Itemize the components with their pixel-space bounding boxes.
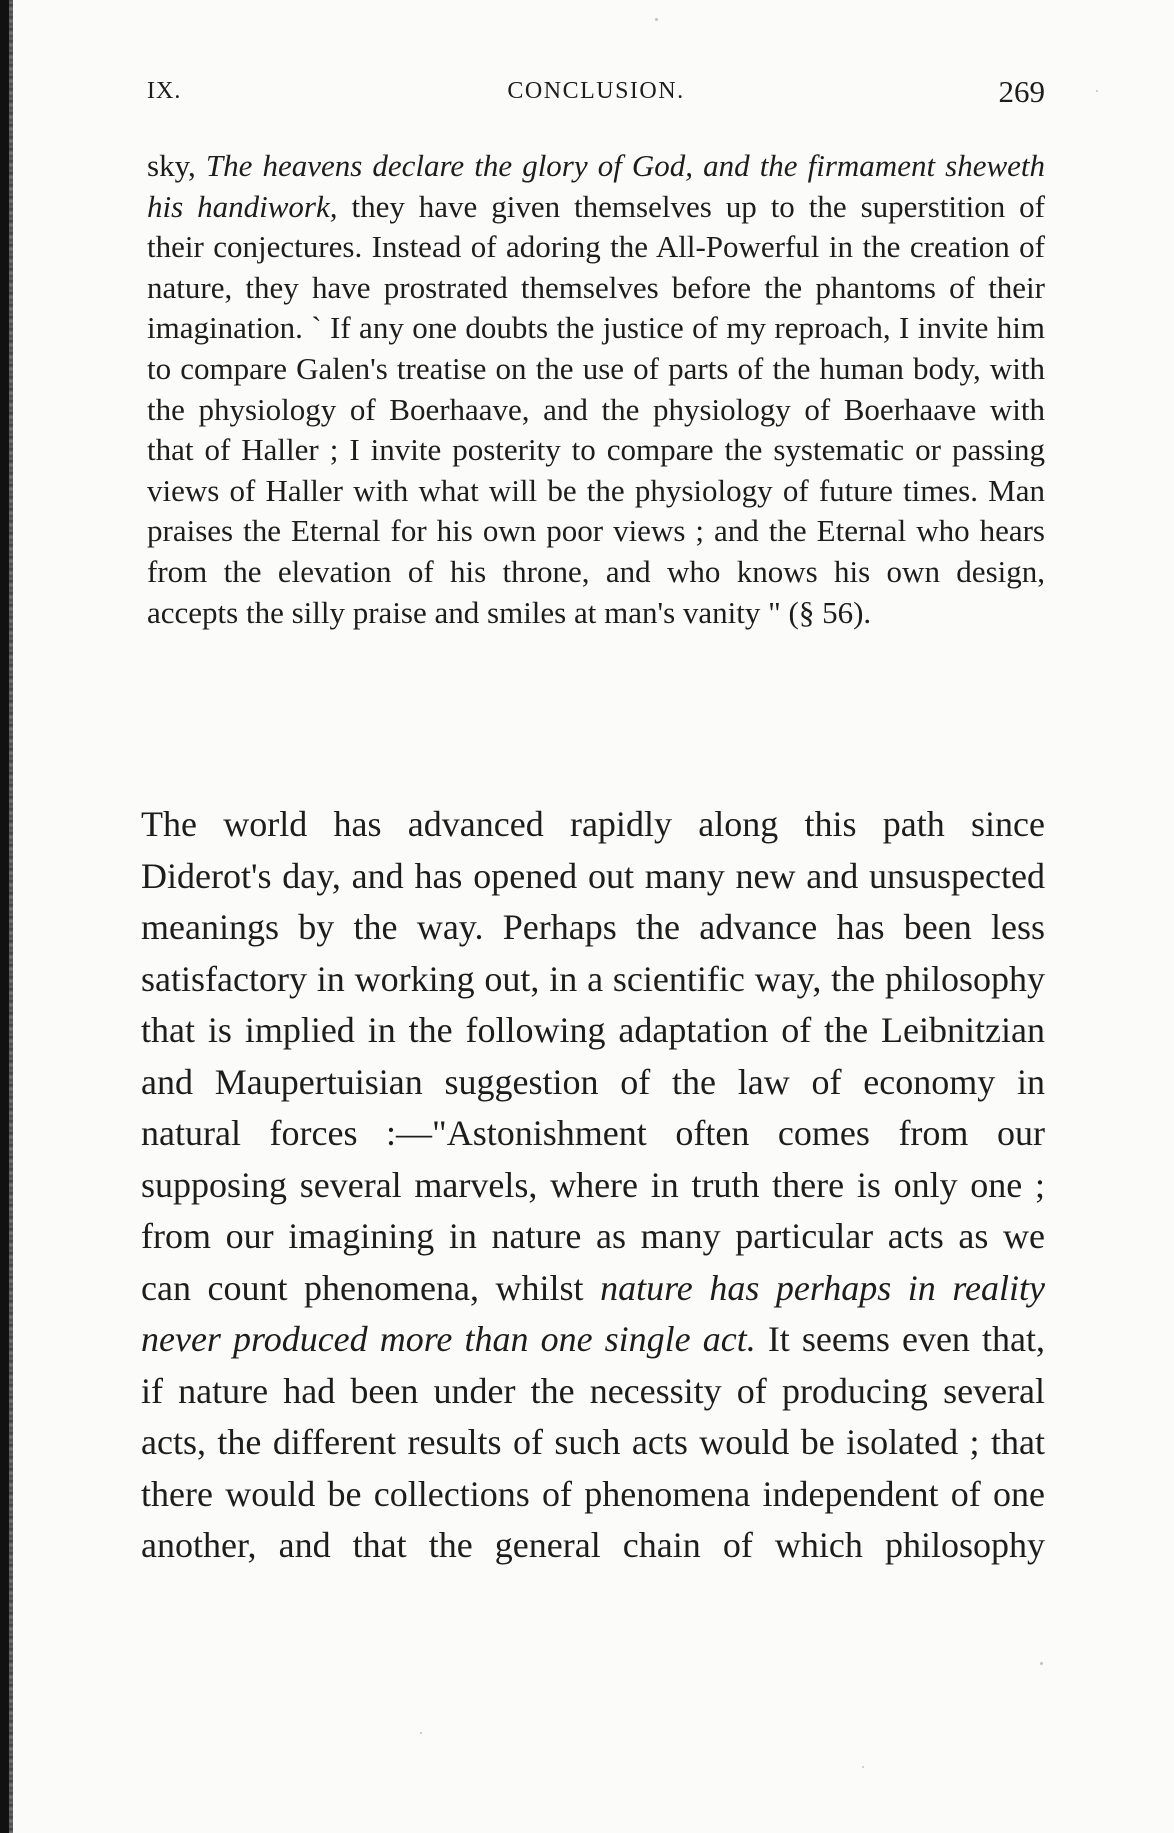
body-italic-single-act: nature has perhaps in reality never produced more than one single act.	[141, 1267, 1046, 1359]
body-text-start: The world has advanced rapidly along this path since Diderot's day, and has opened out many new and unsuspected meanings by the way. Perhaps the advance has been less satisfactory in working out, in a scientific way, the philosophy that is implied in the following adaptation of the Leibnitzian and Maupertuisian suggestion of the law of economy in natural forces :—"Astonishment often comes from our supposing several marvels, where in truth there is only one ; from our imagining in nature as many particular acts as we can count phenomena, whilst	[141, 804, 1045, 1308]
running-head	[147, 74, 1045, 114]
body-text-rest: It seems even that, if nature had been under the necessity of producing several acts, the different results of such acts would be isolated ; that there would be collections of phenomena independent of one another, and that the general chain of which philosophy	[141, 1319, 1045, 1565]
paper-speck	[1040, 1662, 1043, 1665]
page-binding-shadow	[9, 0, 13, 1833]
chapter-number: IX.	[147, 78, 182, 104]
page-binding-edge	[0, 0, 9, 1833]
quote-and: and	[703, 148, 750, 183]
quote-paragraph	[147, 146, 1045, 633]
paper-speck	[862, 1766, 864, 1768]
paper-speck	[1096, 90, 1098, 92]
quote-italic-firmament: the firmament sheweth his handiwork,	[147, 148, 1046, 224]
quote-italic-heavens: The heavens declare the glory of God,	[205, 148, 694, 183]
quoted-passage	[147, 146, 1045, 633]
paper-speck	[655, 18, 658, 21]
body-paragraph	[141, 799, 1045, 1572]
paper-speck	[420, 1732, 422, 1734]
running-title: CONCLUSION.	[507, 78, 685, 104]
quote-text-rest: they have given themselves up to the superstition of their conjectures. Instead of adoring the All-Powerful in the creation of nature, they have prostrated themselves before the phantoms of their imagination. ` If any one doubts the justice of my reproach, I invite him to compare Galen's treatise on the use of parts of the human body, with the physiology of Boerhaave, and the physiology of Boerhaave with that of Haller ; I invite posterity to compare the systematic or passing views of Haller with what will be the physiology of future times. Man praises the Eternal for his own poor views ; and the Eternal who hears from the elevation of his throne, and who knows his own design, accepts the silly praise and smiles at man's vanity " (§ 56).	[147, 188, 1046, 630]
quote-text-start: sky,	[147, 148, 196, 183]
page-number: 269	[998, 74, 1045, 109]
main-text	[141, 799, 1045, 1572]
